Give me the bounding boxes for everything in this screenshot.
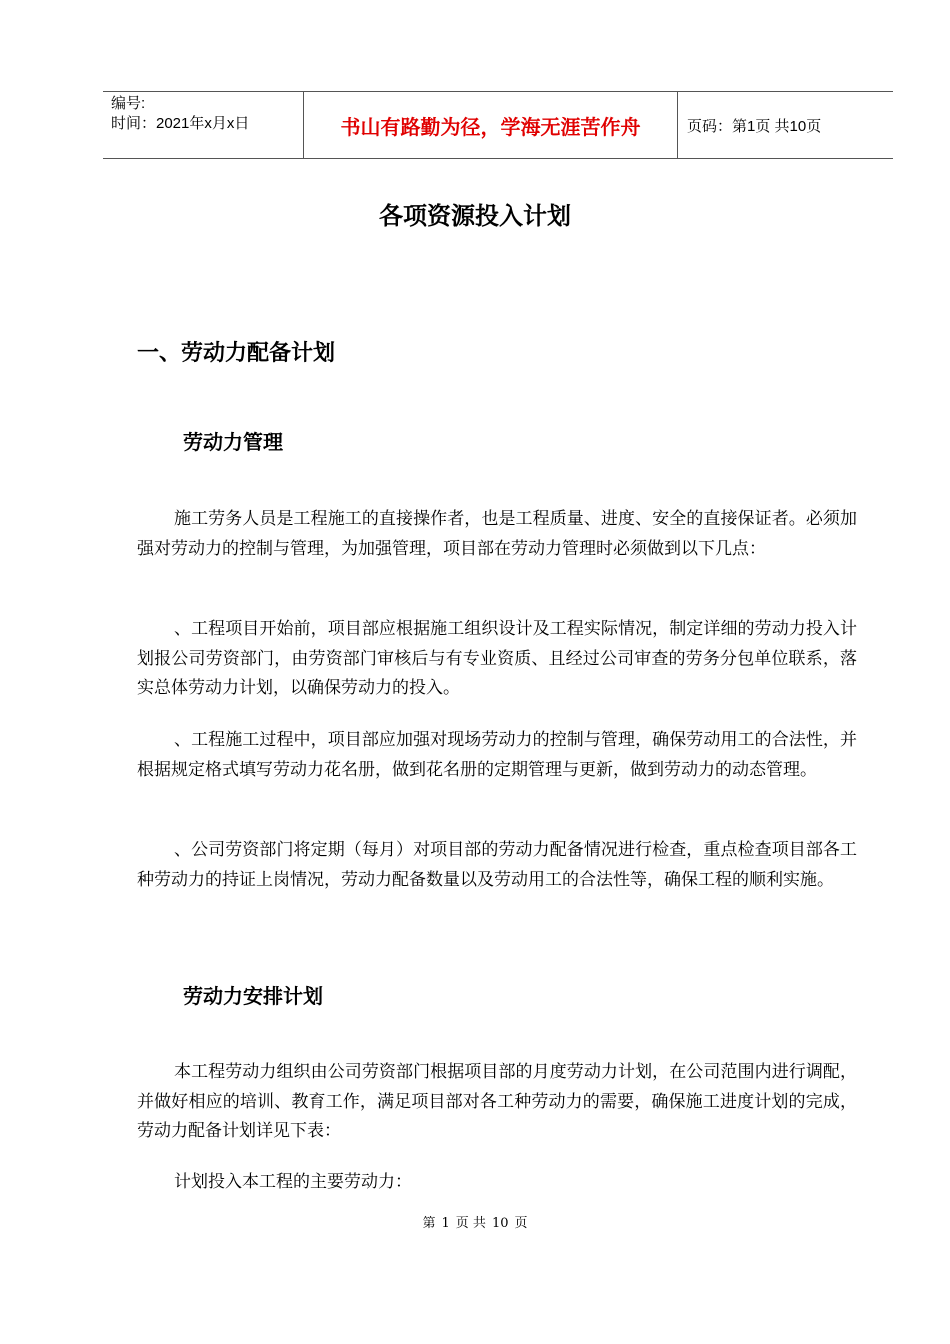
page-footer — [0, 1212, 950, 1231]
paragraph: 计划投入本工程的主要劳动力： — [174, 1172, 412, 1192]
footer-page-num: 1 — [441, 1216, 450, 1231]
paragraph: 、公司劳资部门将定期（每月）对项目部的劳动力配备情况进行检查，重点检查项目部各工种劳动力的持证上岗情况，劳动力配备数量以及劳动用工的合法性等，确保工程的顺利实施。 — [137, 840, 857, 890]
footer-prefix: 第 — [422, 1216, 436, 1231]
footer-suffix: 页 — [514, 1216, 528, 1231]
document-title: 各项资源投入计划 — [379, 202, 571, 230]
footer-page-total: 10 — [491, 1216, 509, 1231]
footer-mid: 页 共 — [455, 1216, 486, 1231]
number-label: 编号: — [111, 95, 146, 112]
time-label: 时间：2021年x月x日 — [111, 115, 250, 132]
header-page-info: 页码：第1页 共10页 — [687, 117, 822, 135]
header-meta-cell — [103, 92, 304, 158]
section-heading: 一、劳动力配备计划 — [137, 341, 336, 366]
subsection-heading-arrangement: 劳动力安排计划 — [183, 984, 323, 1008]
subsection-heading-management: 劳动力管理 — [183, 430, 283, 454]
paragraph: 、工程项目开始前，项目部应根据施工组织设计及工程实际情况，制定详细的劳动力投入计划报公司劳资部门，由劳资部门审核后与有专业资质、且经过公司审查的劳务分包单位联系，落实总体劳动力计划，以确保劳动力的投入。 — [137, 619, 857, 698]
page-header — [103, 91, 893, 159]
paragraph: 本工程劳动力组织由公司劳资部门根据项目部的月度劳动力计划，在公司范围内进行调配，并做好相应的培训、教育工作，满足项目部对各工种劳动力的需要，确保施工进度计划的完成，劳动力配备计划详见下表： — [137, 1062, 857, 1141]
paragraph: 施工劳务人员是工程施工的直接操作者，也是工程质量、进度、安全的直接保证者。必须加强对劳动力的控制与管理，为加强管理，项目部在劳动力管理时必须做到以下几点： — [137, 509, 857, 559]
paragraph: 、工程施工过程中，项目部应加强对现场劳动力的控制与管理，确保劳动用工的合法性，并根据规定格式填写劳动力花名册，做到花名册的定期管理与更新，做到劳动力的动态管理。 — [137, 730, 857, 780]
header-motto: 书山有路勤为径，学海无涯苦作舟 — [304, 92, 678, 158]
